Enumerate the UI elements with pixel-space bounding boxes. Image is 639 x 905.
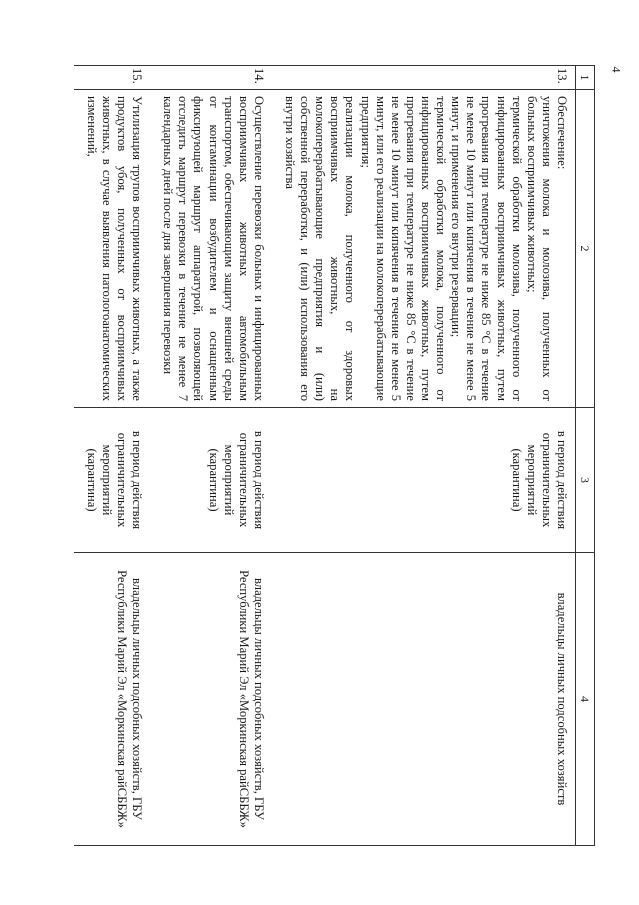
- responsible-cell: владельцы личных подсобных хозяйств, ГБУ Республики Марий Эл «Моркинская райСББЖ»: [150, 553, 272, 846]
- header-col-4: 4: [576, 553, 595, 846]
- measures-table: [74, 65, 595, 846]
- measure-line: уничтожения молока и молозива, полученных от больных восприимчивых животных;: [524, 96, 554, 401]
- period-cell: в период действия ограничительных мероприятий (карантина): [74, 408, 150, 553]
- responsible-cell: владельцы личных подсобных хозяйств: [272, 553, 576, 846]
- measure-line: термической обработки молока, полученного от инфицированных восприимчивых животных, путем прогревания при температуре не ниже 85 °С в течение не менее 10 минут или кипячения в течение не менее 5 минут, или его реализации на молокоперерабатывающие предприятия;: [358, 96, 449, 401]
- period-cell: в период действия ограничительных мероприятий (карантина): [150, 408, 272, 553]
- row-number: 15.: [74, 66, 150, 90]
- table-row: [74, 66, 150, 846]
- responsible-cell: владельцы личных подсобных хозяйств, ГБУ Республики Марий Эл «Моркинская райСББЖ»: [74, 553, 150, 846]
- measure-line: реализации молока, полученного от здоровых восприимчивых животных, на молокоперерабатывающие предприятия и (или) собственной переработки, и (или) использования его внутри хозяйства: [283, 96, 358, 401]
- row-number: 14.: [150, 66, 272, 90]
- measure-description: [272, 90, 576, 408]
- measure-line: Обеспечение:: [555, 96, 569, 170]
- measure-description: [150, 90, 272, 408]
- measure-line: Осуществление перевозки больных и инфицированных восприимчивых животных автомобильным транспортом, обеспечивающим защиту внешней среды от контаминации возбудителем и оснащенным фиксирующей маршрут аппаратурой, позволяющей отследить маршрут перевозки в течение не менее 7 календарных дней после дня завершения перевозки: [161, 96, 266, 401]
- header-row: [576, 66, 595, 846]
- measure-description: [74, 90, 150, 408]
- row-number: 13.: [272, 66, 576, 90]
- table-row: [150, 66, 272, 846]
- header-col-1: 1: [576, 66, 595, 90]
- header-col-3: 3: [576, 408, 595, 553]
- period-cell: в период действия ограничительных мероприятий (карантина): [272, 408, 576, 553]
- measure-line: термической обработки молозива, полученного от инфицированных восприимчивых животных, путем прогревания при температуре не ниже 85 °С в течение не менее 10 минут или кипячения в течение не менее 5 минут, и применения его внутри резервации;: [449, 96, 524, 401]
- page-number: 4: [609, 66, 624, 73]
- measures-table-wrapper: [85, 65, 595, 845]
- header-col-2: 2: [576, 90, 595, 408]
- table-row: [272, 66, 576, 846]
- measure-line: Утилизация трупов восприимчивых животных, а также продуктов убоя, полученных от восприимчивых животных, в случае выявления патологоанатомических изменений,: [84, 96, 145, 401]
